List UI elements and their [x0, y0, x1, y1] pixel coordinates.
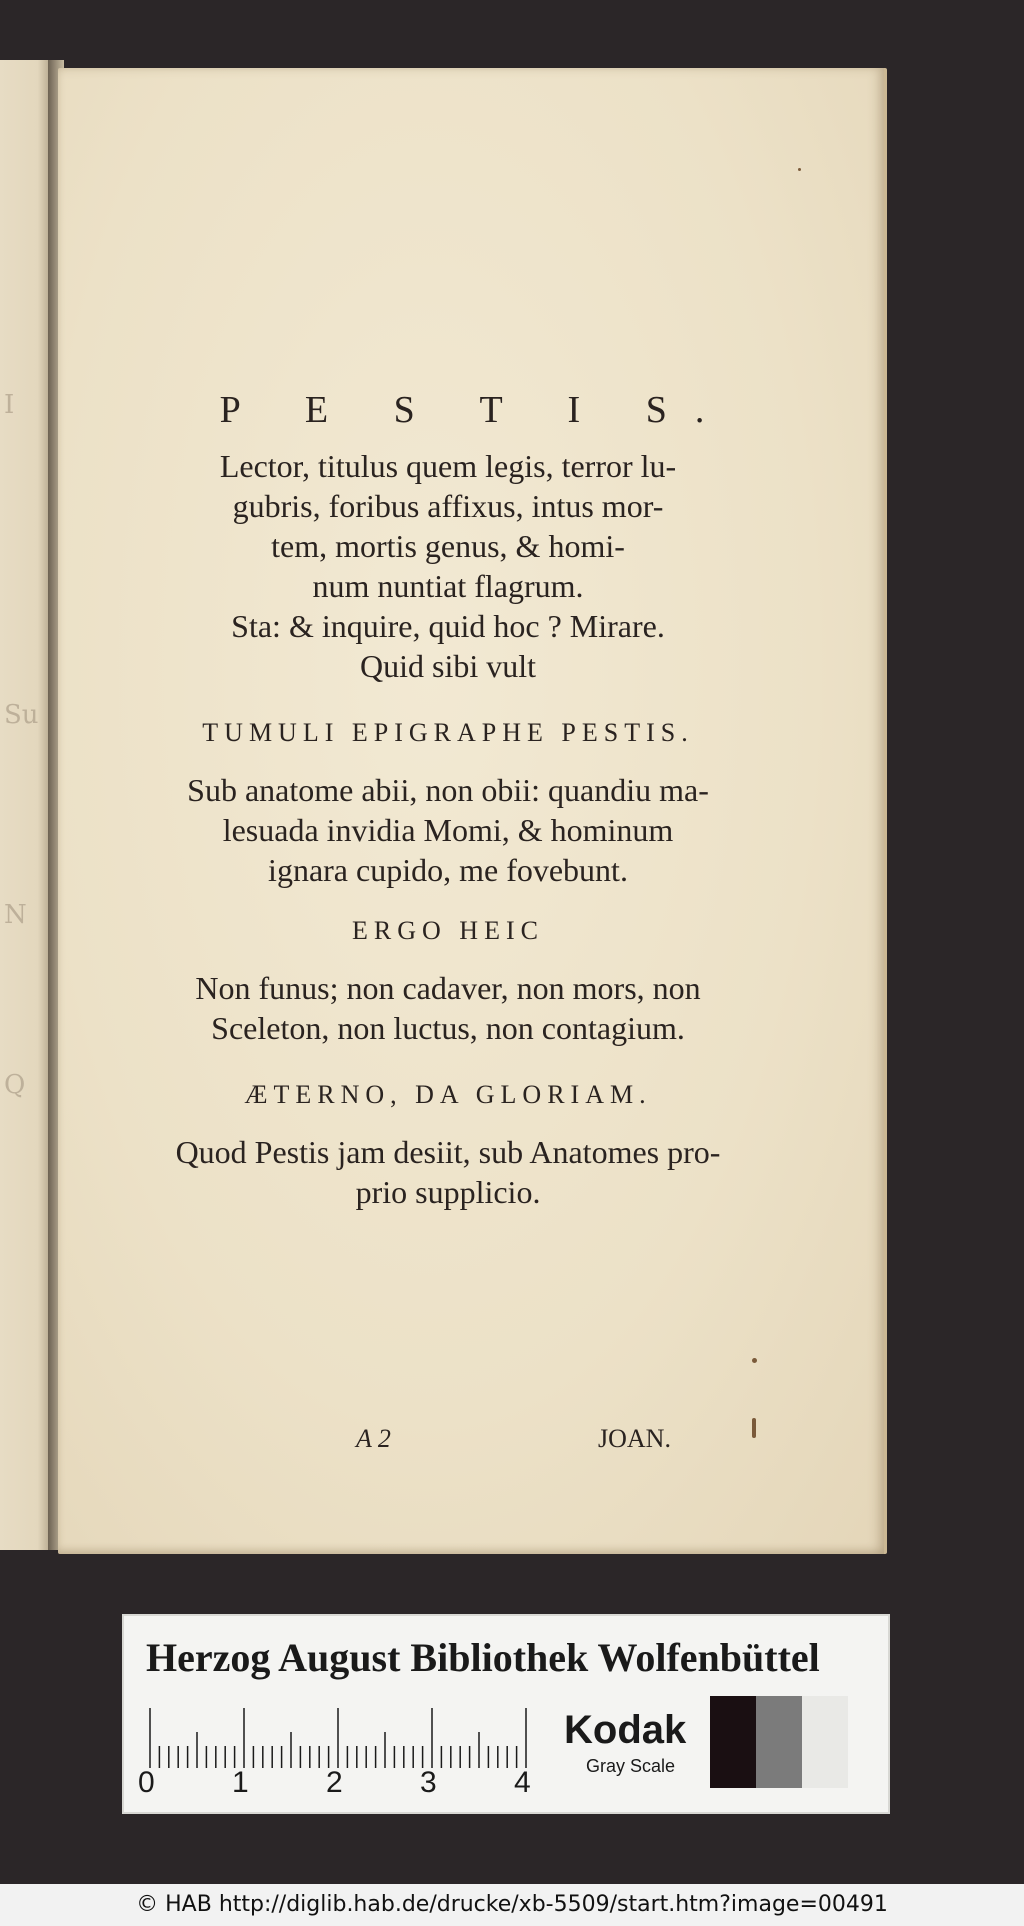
bleed-through-glyph: Su — [4, 700, 39, 730]
text-line: Lector, titulus quem legis, terror lu- — [219, 448, 677, 484]
sub-anatome-paragraph — [138, 770, 758, 890]
quod-pestis-paragraph — [138, 1132, 758, 1212]
text-line: Quod Pestis jam desiit, sub Anatomes pro- — [175, 1134, 721, 1170]
heading-aeterno: ÆTERNO, DA GLORIAM. — [244, 1080, 652, 1109]
heading-tumuli: TUMULI EPIGRAPHE PESTIS. — [202, 718, 694, 747]
ruler-number: 0 — [138, 1766, 155, 1799]
text-line: Sub anatome abii, non obii: quandiu ma- — [187, 772, 709, 808]
text-line: prio supplicio. — [355, 1174, 541, 1210]
ruler-number: 2 — [326, 1766, 343, 1799]
paper-speck — [798, 168, 801, 171]
non-funus-paragraph — [138, 968, 758, 1048]
gray-scale-label: Gray Scale — [586, 1756, 676, 1776]
text-line: ignara cupido, me fovebunt. — [268, 852, 628, 888]
ruler-number: 4 — [514, 1766, 531, 1799]
book-page — [58, 68, 887, 1554]
source-url-footer: © HAB http://diglib.hab.de/drucke/xb-5509/start.htm?image=00491 — [0, 1884, 1024, 1926]
text-line: tem, mortis genus, & homi- — [271, 528, 625, 564]
library-name: Herzog August Bibliothek Wolfenbüttel — [146, 1635, 820, 1680]
signature-mark: A 2 — [356, 1424, 391, 1453]
ruler-number: 1 — [232, 1766, 249, 1799]
text-line: Sta: & inquire, quid hoc ? Mirare. — [231, 608, 665, 644]
lector-paragraph — [138, 446, 758, 686]
ruler-numbers — [138, 1766, 568, 1806]
color-calibration-bar — [122, 1614, 890, 1814]
text-line: lesuada invidia Momi, & hominum — [222, 812, 674, 848]
paper-speck — [752, 1418, 756, 1438]
swatch-light — [802, 1696, 848, 1788]
kodak-logo: Kodak — [564, 1708, 687, 1752]
swatch-mid — [756, 1696, 802, 1788]
catchword: JOAN. — [598, 1424, 671, 1453]
text-line: gubris, foribus affixus, intus mor- — [232, 488, 664, 524]
text-line: num nuntiat flagrum. — [312, 568, 584, 604]
ruler — [148, 1704, 558, 1768]
text-line: Quid sibi vult — [359, 648, 536, 684]
bleed-through-glyph: I — [4, 390, 15, 420]
left-page-edge — [0, 60, 54, 1550]
bleed-through-glyph: N — [4, 900, 27, 930]
page-title: P E S T I S. — [219, 389, 733, 431]
heading-ergo: ERGO HEIC — [352, 916, 544, 945]
text-line: Non funus; non cadaver, non mors, non — [195, 970, 701, 1006]
gray-swatches — [710, 1696, 848, 1788]
swatch-dark — [710, 1696, 756, 1788]
text-line: Sceleton, non luctus, non contagium. — [211, 1010, 685, 1046]
bleed-through-glyph: Q — [4, 1070, 26, 1100]
ruler-number: 3 — [420, 1766, 437, 1799]
paper-speck — [752, 1358, 757, 1363]
